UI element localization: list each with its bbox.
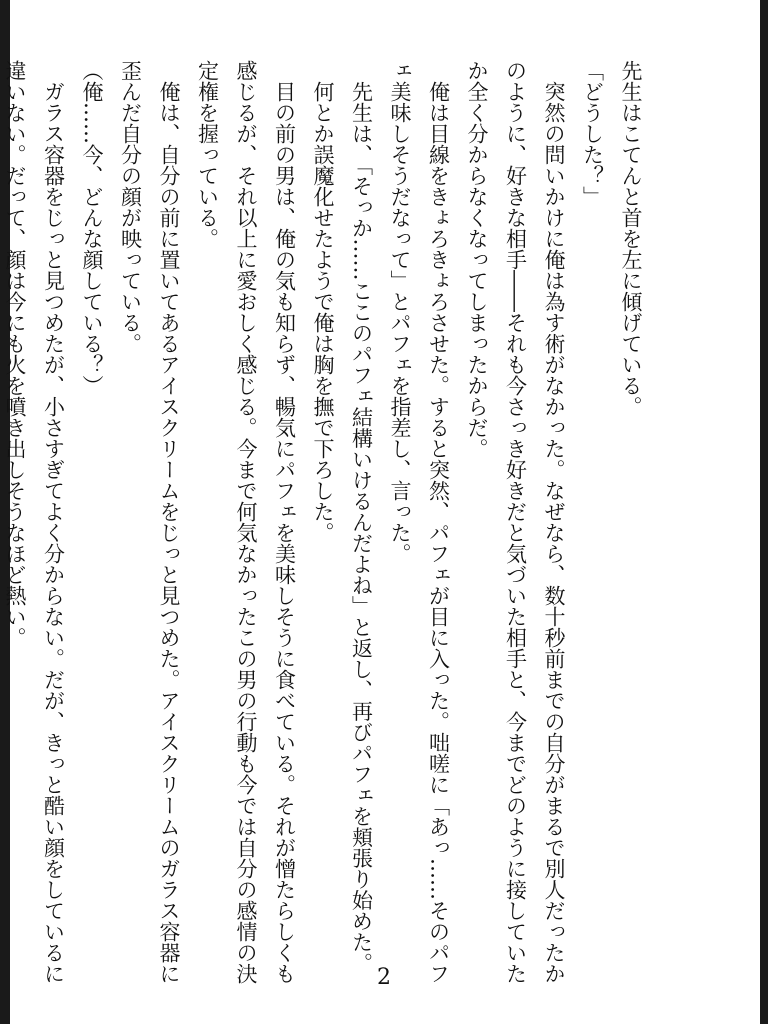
text-line: 俺は、自分の前に置いてあるアイスクリームをじっと見つめた。アイスクリームのガラス容器に <box>157 60 181 984</box>
text-line: 俺は目線をきょろきょろさせた。すると突然、パフェが目に入った。咄嗟に「あっ……そのパフ <box>426 60 451 984</box>
text-line: ェ美味しそうだなって」とパフェを指差し、言った。 <box>388 60 412 564</box>
right-page-edge <box>760 0 768 1024</box>
text-line: （俺……今、どんな顔している？） <box>80 60 104 396</box>
text-line: のように、好きな相手――それも今さっき好きだと気づいた相手と、今までどのように接していた <box>503 60 528 984</box>
text-line: 先生はこてんと首を左に傾げている。 <box>619 60 643 417</box>
text-line: 先生は、「そっか……ここのパフェ結構いけるんだよね」と返し、再びパフェを頬張り始めた。 <box>349 60 374 974</box>
text-line: 突然の問いかけに俺は為す術がなかった。なぜなら、数十秒前までの自分がまるで別人だったか <box>542 60 566 984</box>
text-line: 何とか誤魔化せたようで俺は胸を撫で下ろした。 <box>311 60 335 543</box>
text-line: ガラス容器をじっと見つめたが、小さすぎてよく分からない。だが、きっと酷い顔をしているに <box>41 60 66 984</box>
text-line: 歪んだ自分の顔が映っている。 <box>118 60 143 354</box>
vertical-text-body <box>0 60 650 984</box>
text-line: か全く分からなくなってしまったからだ。 <box>465 60 489 459</box>
text-line: 「どうした？」 <box>580 60 605 207</box>
text-line: 違いない。だって、顔は今にも火を噴き出しそうなほど熱い。 <box>3 60 27 648</box>
page-number: 2 <box>377 965 391 990</box>
text-line: 定権を握っている。 <box>195 60 220 249</box>
text-line: 目の前の男は、俺の気も知らず、暢気にパフェを美味しそうに食べている。それが憎たらしくも <box>272 60 297 984</box>
text-line: 感じるが、それ以上に愛おしく感じる。今まで何気なかったこの男の行動も今では自分の感情の決 <box>234 60 258 984</box>
